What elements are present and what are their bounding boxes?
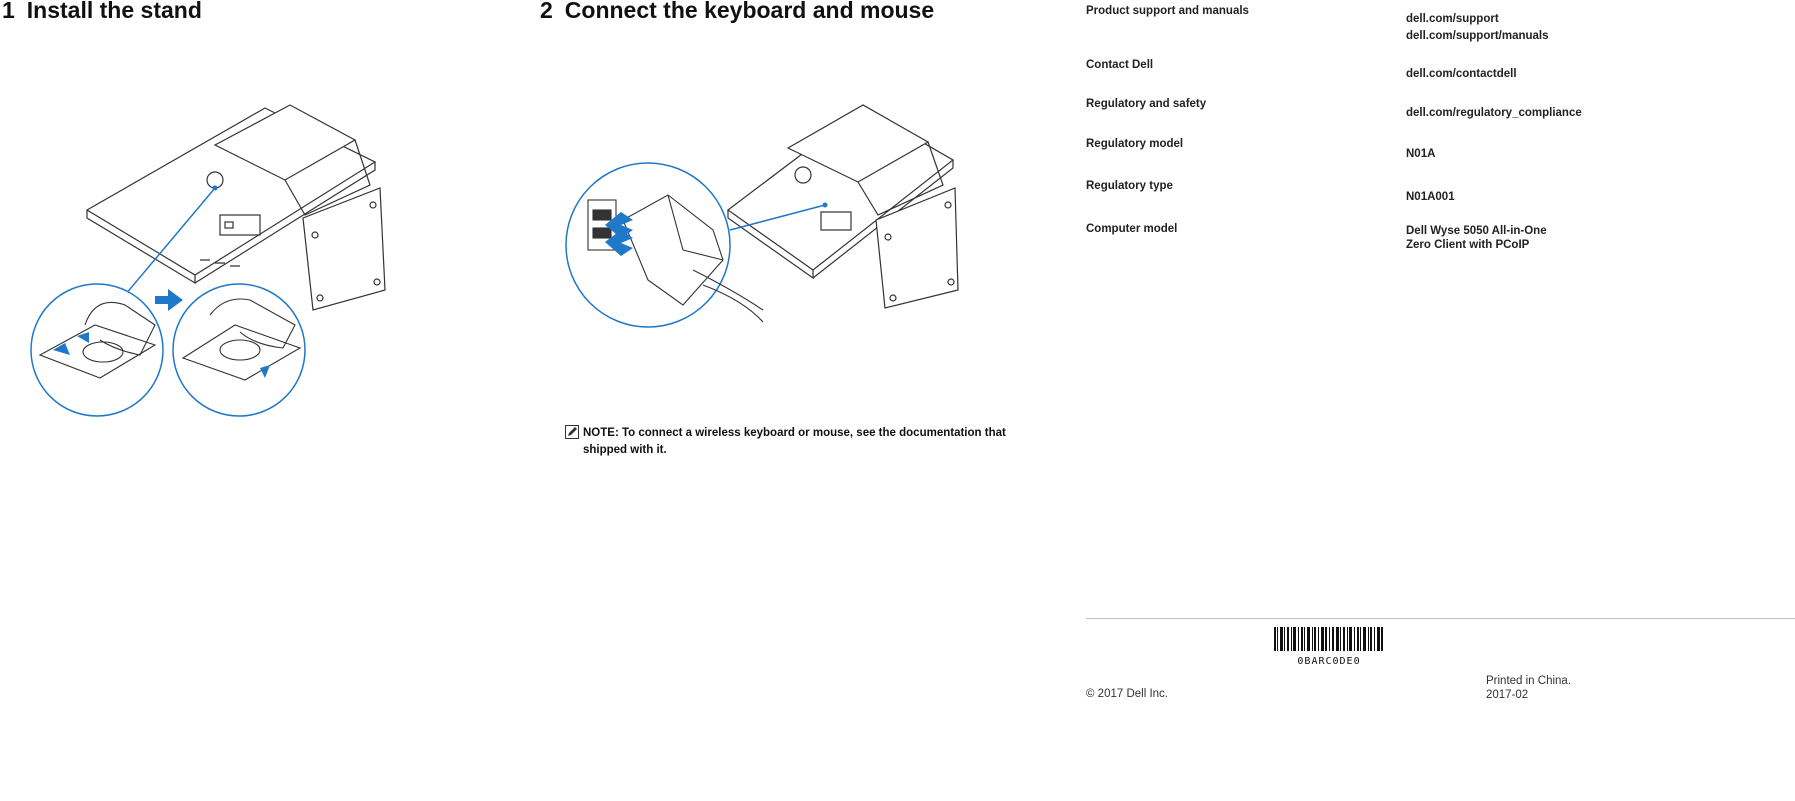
product-support-value-2: dell.com/support/manuals bbox=[1406, 30, 1549, 42]
regulatory-model-value: N01A bbox=[1406, 148, 1436, 160]
printed-in: Printed in China. bbox=[1486, 675, 1572, 687]
contact-value: dell.com/contactdell bbox=[1406, 68, 1517, 80]
install-stand-illustration bbox=[25, 100, 425, 425]
copyright: © 2017 Dell Inc. bbox=[1086, 688, 1168, 700]
regulatory-safety-label: Regulatory and safety bbox=[1086, 98, 1207, 110]
contact-label: Contact Dell bbox=[1086, 59, 1154, 71]
product-support-label: Product support and manuals bbox=[1086, 5, 1249, 17]
step-2-title bbox=[540, 0, 934, 24]
step-1-title bbox=[2, 0, 202, 24]
step-1-number: 1 bbox=[2, 0, 15, 23]
install-stand-svg bbox=[25, 100, 425, 425]
regulatory-model-label: Regulatory model bbox=[1086, 138, 1184, 150]
connect-keyboard-illustration bbox=[563, 100, 973, 335]
computer-model-value-2: Zero Client with PCoIP bbox=[1406, 239, 1530, 251]
step-2-label: Connect the keyboard and mouse bbox=[564, 0, 935, 23]
connect-keyboard-svg bbox=[563, 100, 973, 335]
step-1-label: Install the stand bbox=[26, 0, 202, 23]
regulatory-type-label: Regulatory type bbox=[1086, 180, 1173, 192]
note-text: NOTE: To connect a wireless keyboard or mouse, see the documentation that shipped with it. bbox=[583, 427, 1006, 456]
barcode-bars bbox=[1274, 627, 1384, 651]
note bbox=[565, 425, 1020, 459]
regulatory-safety-value: dell.com/regulatory_compliance bbox=[1406, 107, 1582, 119]
barcode-text: 0BARC0DE0 bbox=[1297, 656, 1361, 667]
product-support-value-1: dell.com/support bbox=[1406, 13, 1499, 25]
regulatory-type-value: N01A001 bbox=[1406, 191, 1455, 203]
barcode bbox=[1274, 627, 1384, 667]
footer-divider bbox=[1086, 618, 1795, 619]
computer-model-label: Computer model bbox=[1086, 223, 1178, 235]
step-2-number: 2 bbox=[540, 0, 553, 23]
print-date: 2017-02 bbox=[1486, 689, 1529, 701]
note-pencil-icon bbox=[565, 425, 579, 444]
computer-model-value-1: Dell Wyse 5050 All-in-One bbox=[1406, 225, 1547, 237]
